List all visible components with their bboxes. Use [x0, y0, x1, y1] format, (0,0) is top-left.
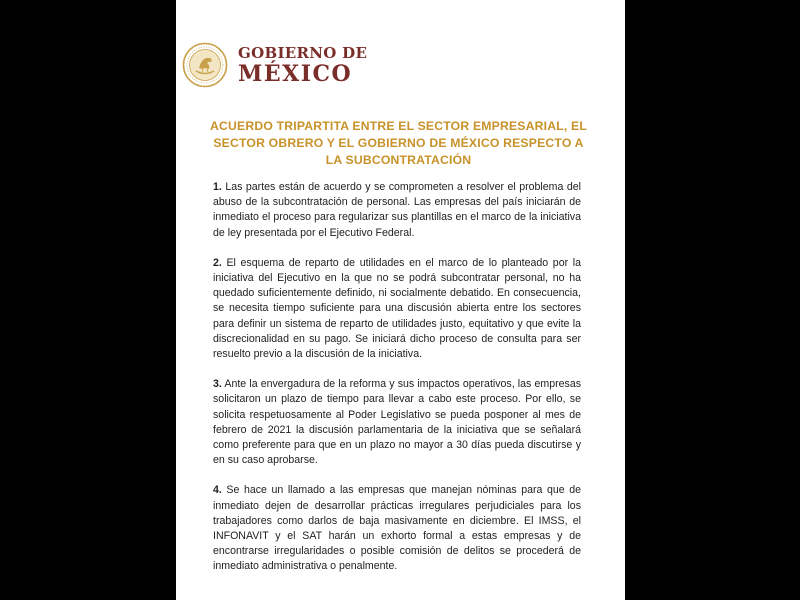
paragraph-number: 2.: [213, 256, 222, 269]
paragraph-2: [213, 256, 581, 362]
document-body: [213, 180, 581, 590]
paragraph-text: Las partes están de acuerdo y se comprometen a resolver el problema del abuso de la subcontratación de personal. Las empresas del país iniciarán de inmediato el proceso para regularizar sus plantillas en el marco de la iniciativa de ley presentada por el Ejecutivo Federal.: [213, 181, 581, 239]
paragraph-text: Ante la envergadura de la reforma y sus impactos operativos, las empresas solicitaron un plazo de tiempo para llevar a cabo este proceso. Por ello, se solicita respetuosamente al Poder Legislativo se pueda posponer al mes de febrero de 2021 la discusión parlamentaria de la iniciativa que se señalará como preferente para que en un plazo no mayor a 30 días pueda discutirse y en su caso aprobarse.: [213, 378, 582, 467]
paragraph-text: Se hace un llamado a las empresas que manejan nóminas para que de inmediato dejen de desarrollar prácticas irregulares perjudiciales para los trabajadores como darlos de baja masivamente en diciembre. El IMSS, el INFONAVIT y el SAT harán un exhorto formal a estas empresas y de encontrarse irregularidades o posible comisión de delitos se procederá de inmediato administrativa o penalmente.: [213, 484, 581, 573]
paragraph-number: 4.: [213, 484, 222, 497]
brand-line-gobierno: GOBIERNO DE: [238, 43, 368, 62]
paragraph-text: El esquema de reparto de utilidades en el marco de lo planteado por la iniciativa del Ejecutivo en la que no se podrá subcontratar personal, no ha quedado suficientemente definido, ni socialmente debatido. En consecuencia, se necesita tiempo suficiente para una discusión abierta entre los sectores para definir un sistema de reparto de utilidades justo, equitativo y que evite la discrecionalidad en su pago. Se iniciará dicho proceso de consulta para ser resuelto previo a la discusión de la iniciativa.: [213, 256, 581, 361]
paragraph-number: 3.: [213, 378, 222, 391]
paragraph-number: 1.: [213, 181, 222, 193]
mexico-coat-of-arms-seal-icon: [182, 42, 228, 88]
document-title: ACUERDO TRIPARTITA ENTRE EL SECTOR EMPRESARIAL, EL SECTOR OBRERO Y EL GOBIERNO DE MÉXICO RESPECTO A LA SUBCONTRATACIÓN: [210, 119, 587, 167]
document-page: [176, 0, 625, 600]
paragraph-4: [213, 483, 581, 574]
government-header: [182, 40, 367, 90]
brand-wordmark: [238, 43, 368, 87]
paragraph-3: [213, 377, 581, 468]
brand-line-mexico: MÉXICO: [238, 60, 353, 87]
paragraph-1: [213, 180, 581, 241]
